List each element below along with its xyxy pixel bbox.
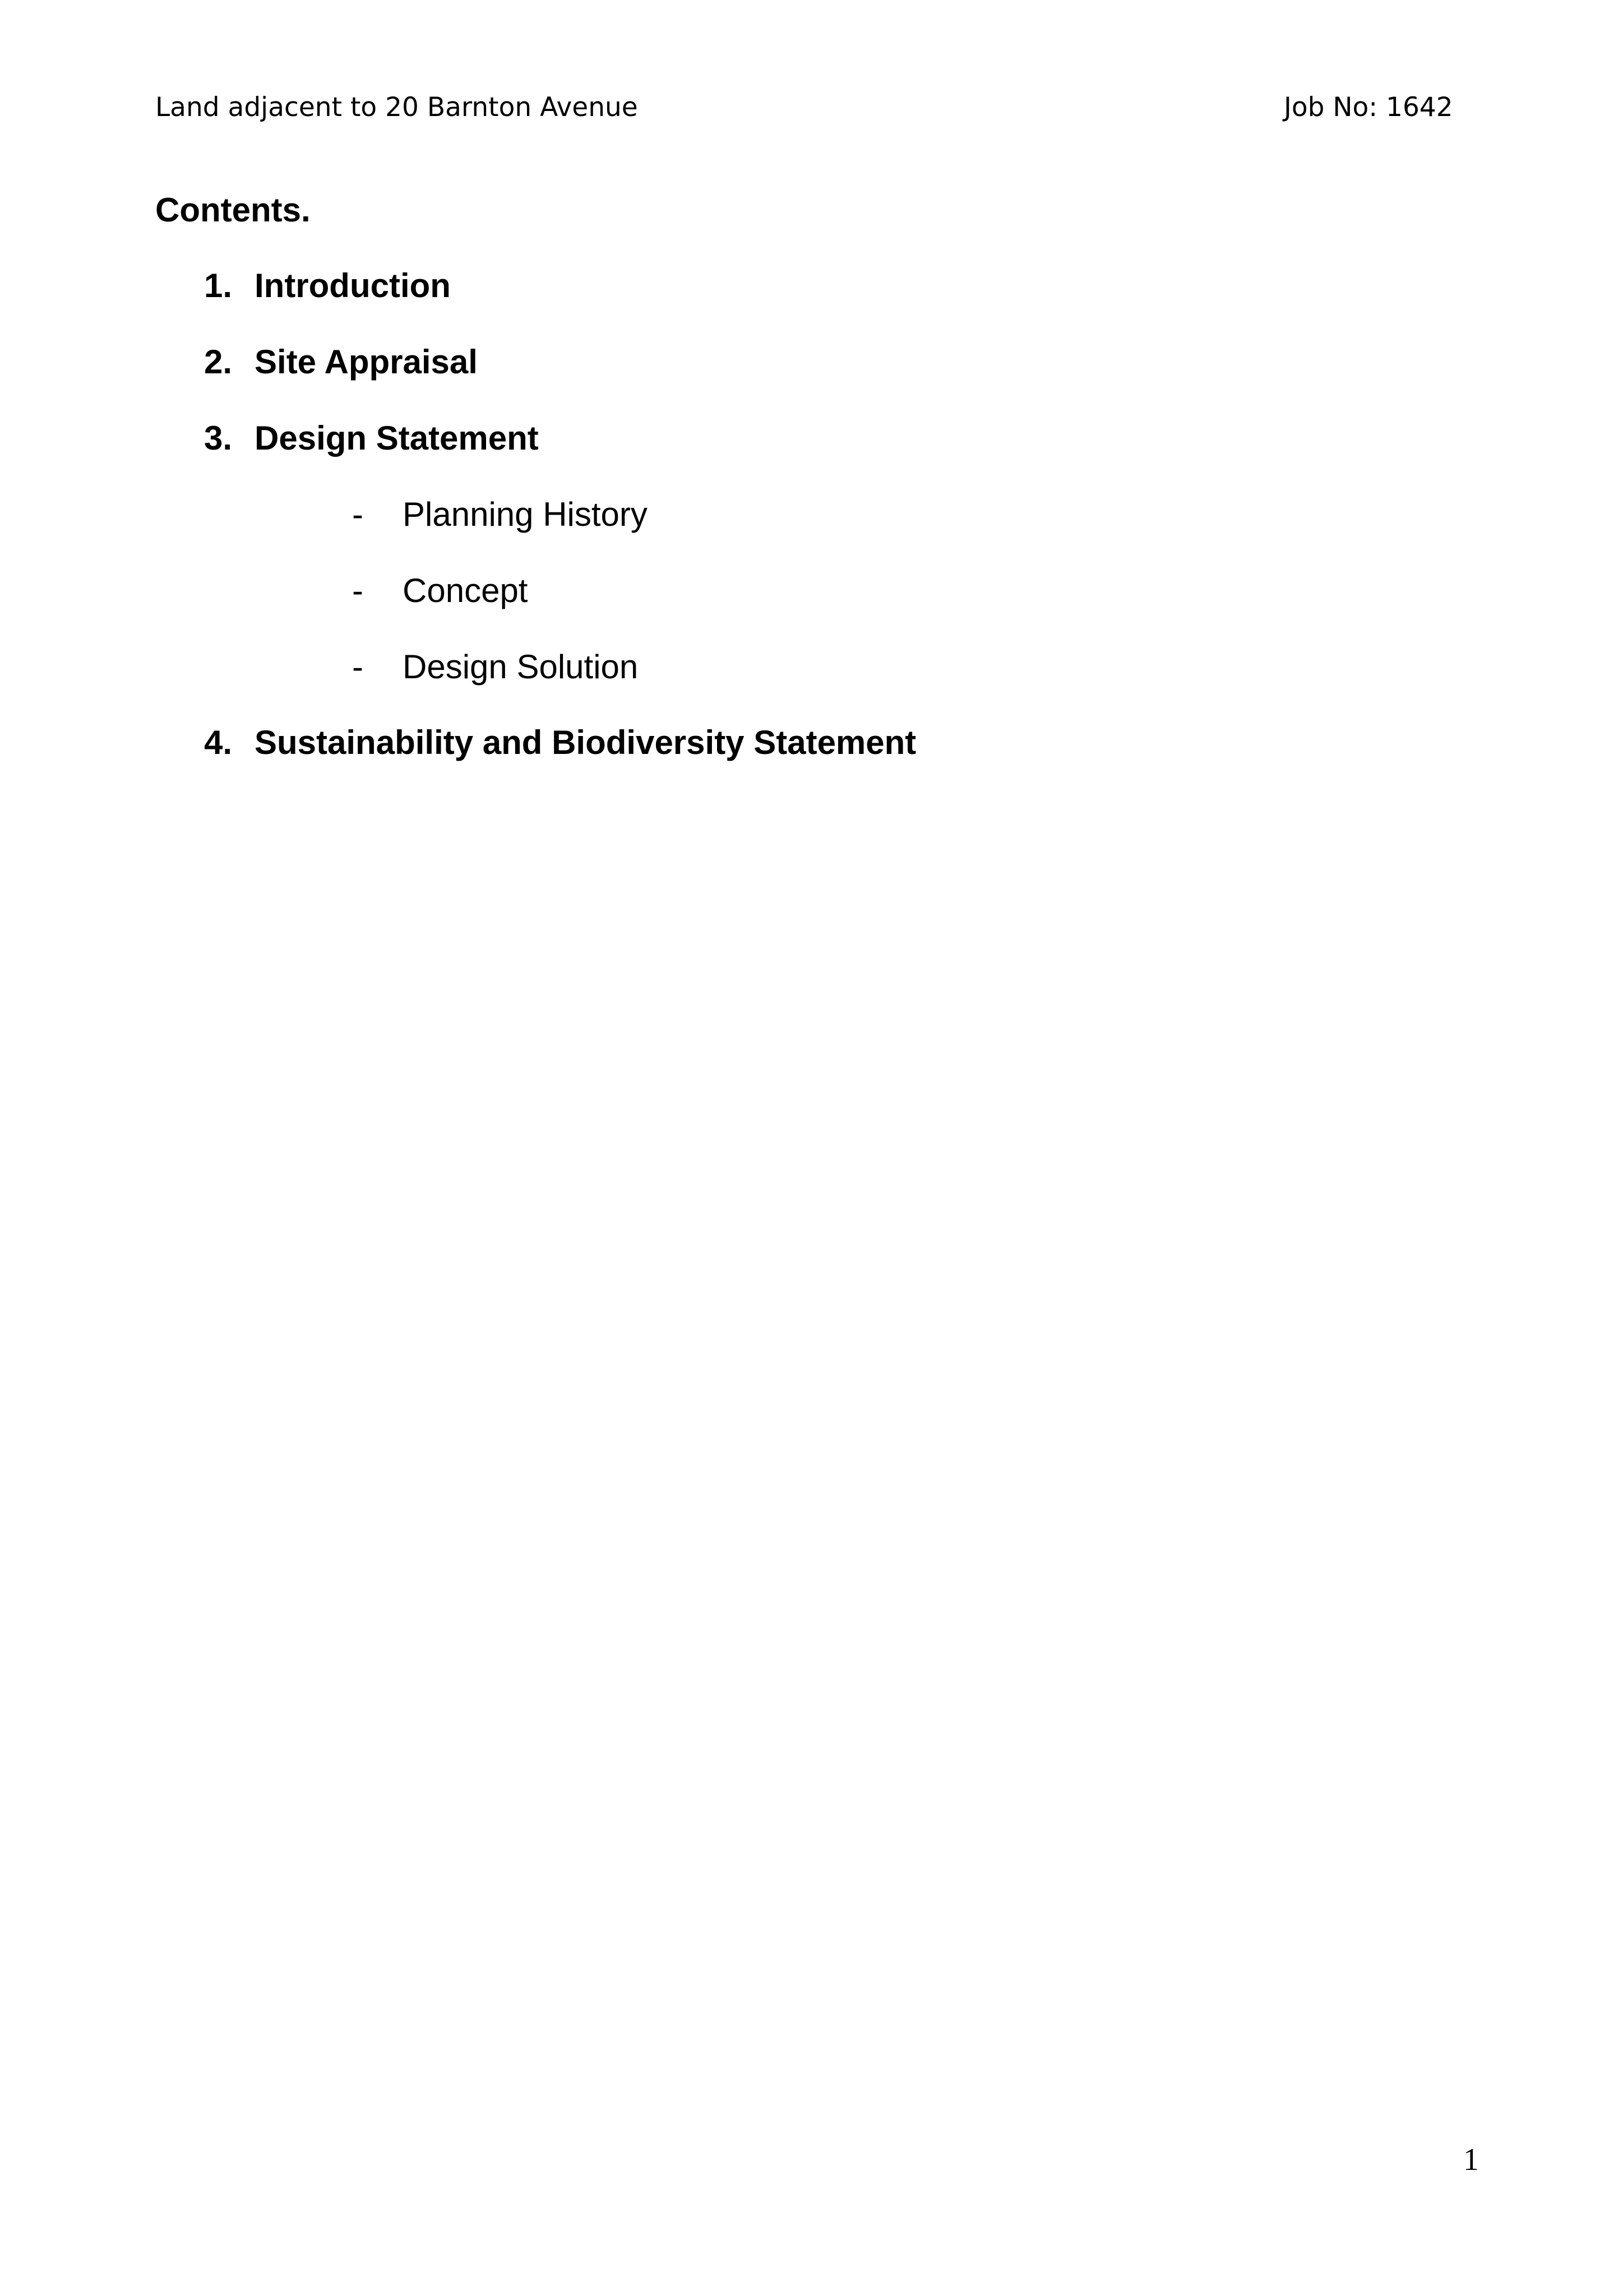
- toc-item-label: Site Appraisal: [255, 343, 478, 381]
- toc-item-number: 2.: [204, 343, 233, 381]
- toc-item-number: 3.: [204, 419, 233, 457]
- toc-subitem-label: Concept: [403, 572, 528, 609]
- toc-item-number: 1.: [204, 267, 233, 304]
- toc-item-label: Sustainability and Biodiversity Statement: [255, 724, 917, 761]
- toc-item-label: Introduction: [255, 267, 451, 304]
- toc-subitem-marker: -: [352, 496, 363, 533]
- toc-item-number: 4.: [204, 724, 233, 761]
- toc-subitem-label: Planning History: [403, 496, 648, 533]
- contents-title: Contents.: [155, 191, 311, 229]
- header-project-name: Land adjacent to 20 Barnton Avenue: [155, 92, 638, 123]
- page-number: 1: [1463, 2142, 1479, 2177]
- toc-subitem-marker: -: [352, 648, 363, 686]
- toc-subitem-label: Design Solution: [403, 648, 639, 686]
- header-job-number: Job No: 1642: [1284, 92, 1453, 123]
- toc-item-label: Design Statement: [255, 419, 539, 457]
- toc-subitem-marker: -: [352, 572, 363, 609]
